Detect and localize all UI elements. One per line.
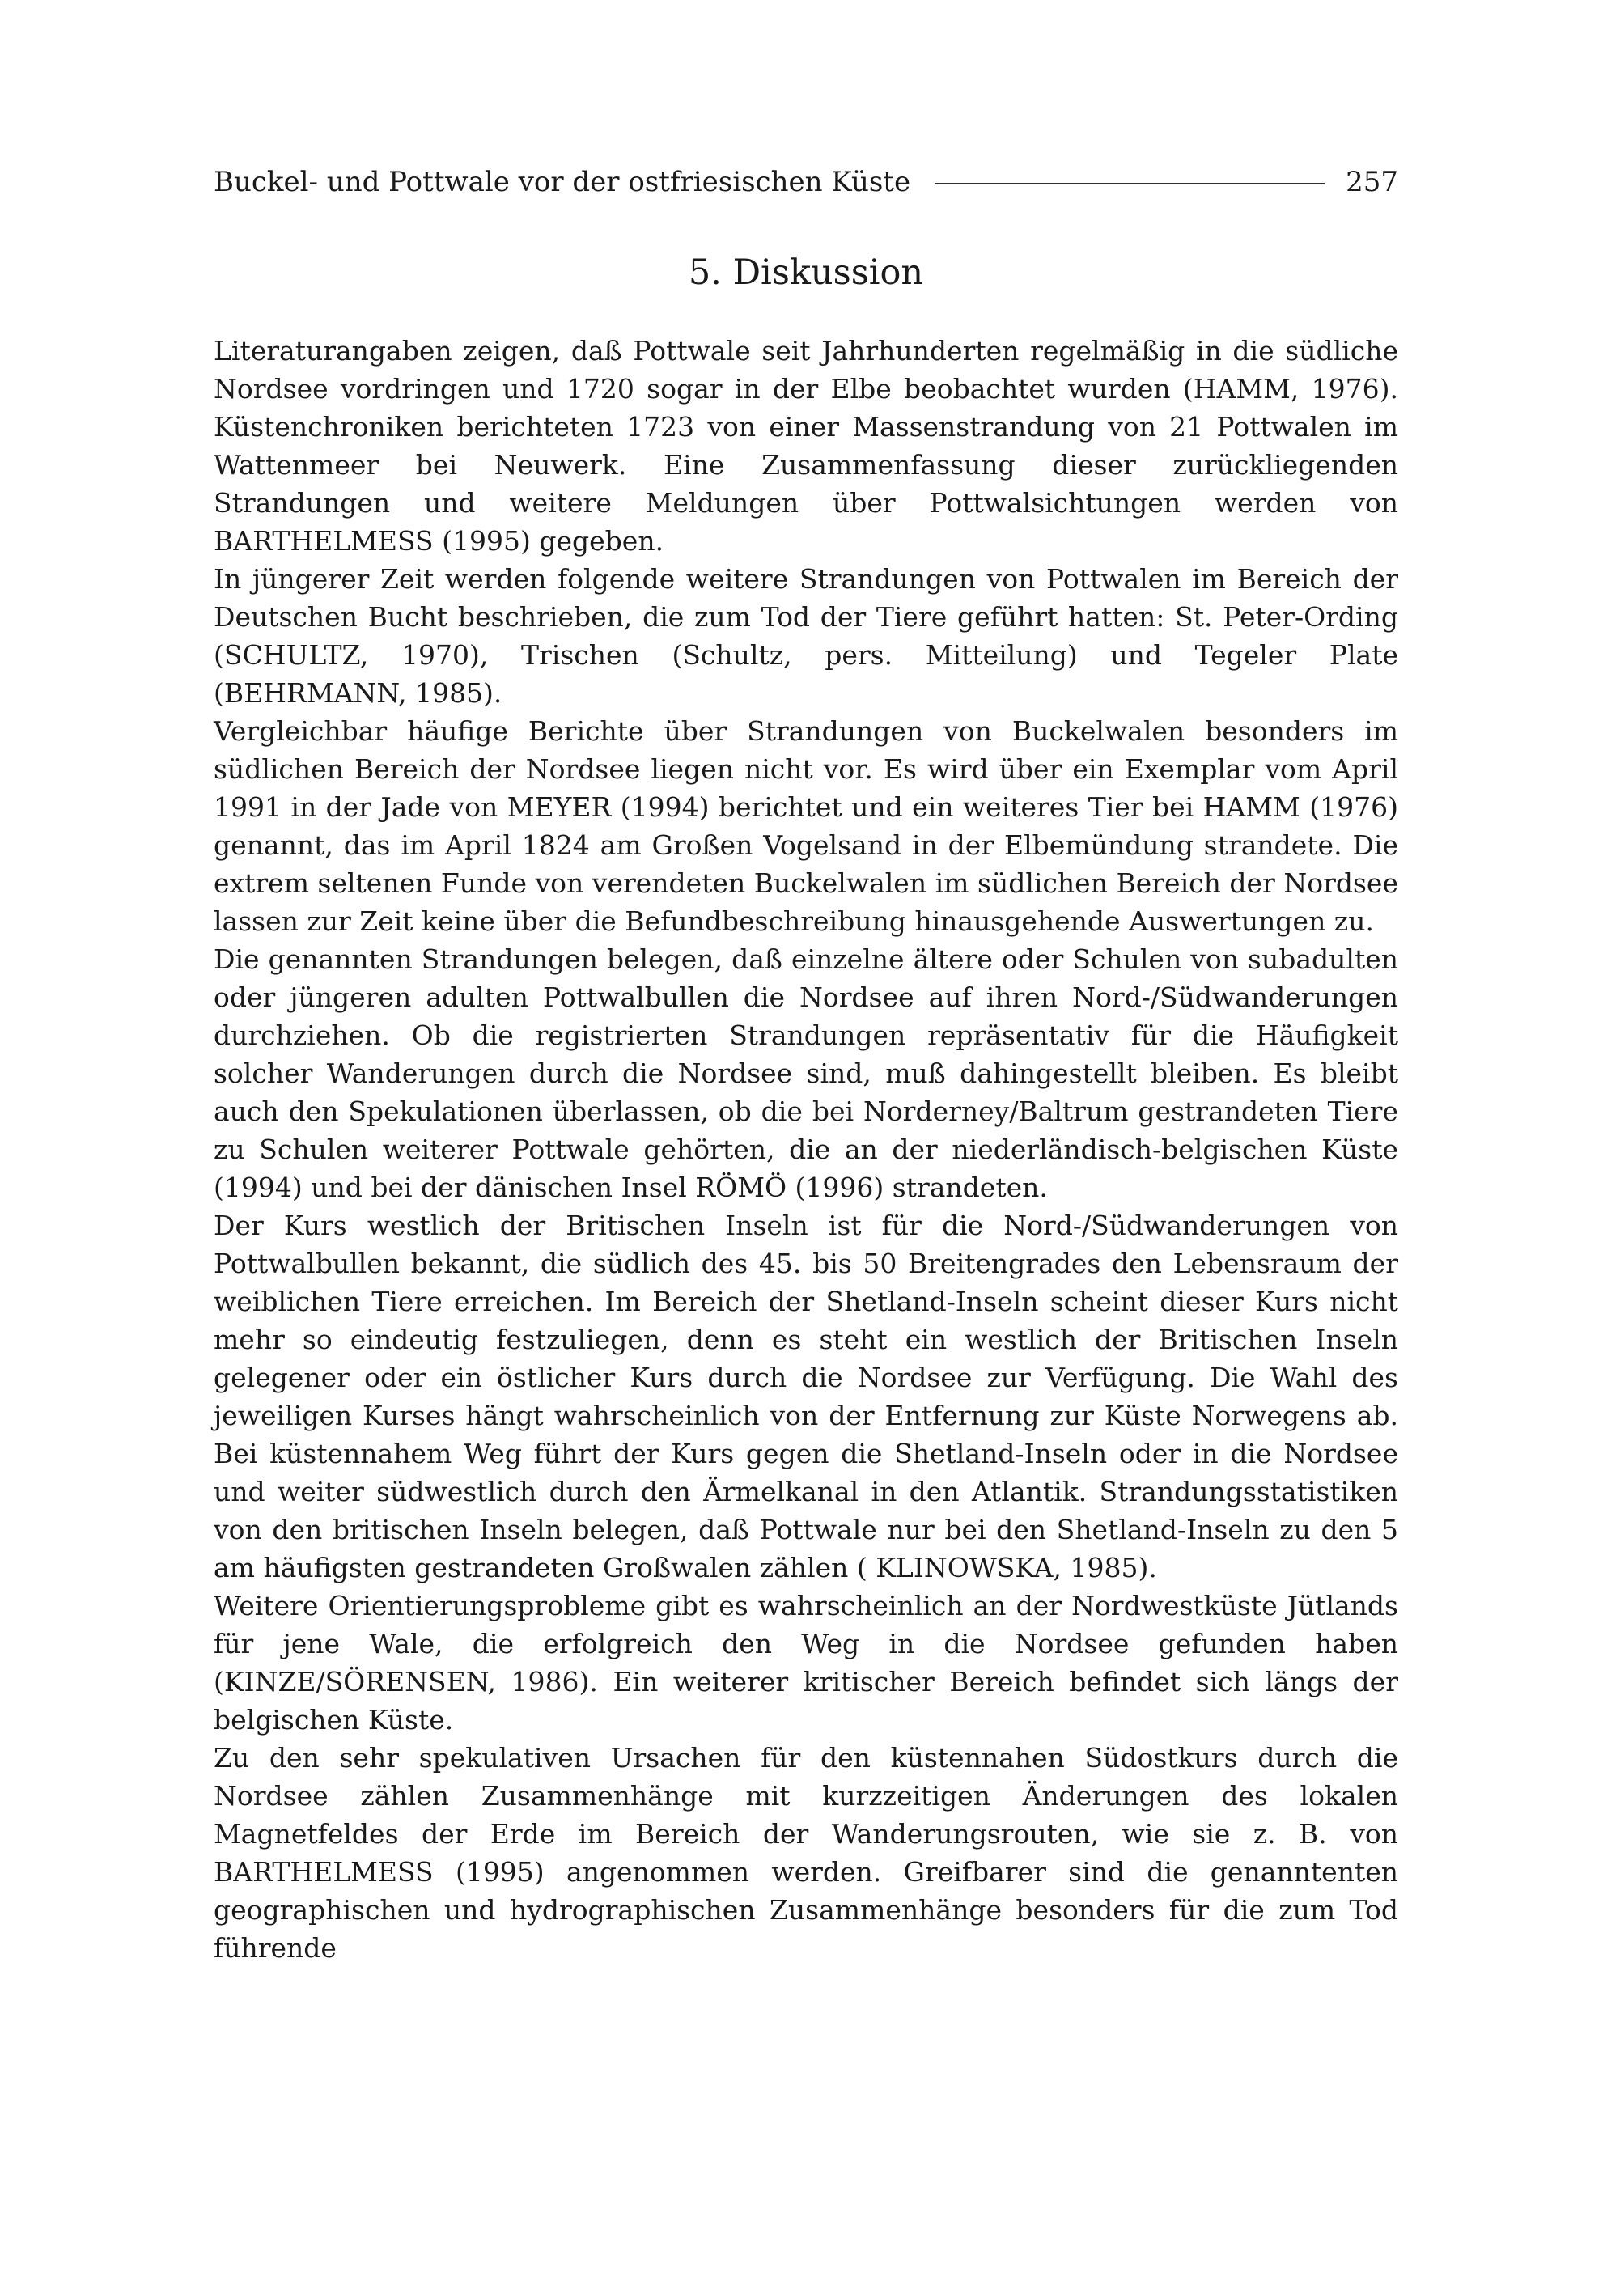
- page-number: 257: [1346, 166, 1398, 198]
- paragraph: In jüngerer Zeit werden folgende weitere Strandungen von Pottwalen im Bereich der Deutschen Bucht beschrieben, die zum Tod der Tiere geführt hatten: St. Peter-Ording (SCHULTZ, 1970), Trischen (Schultz, pers. Mitteilung) und Tegeler Plate (BEHRMANN, 1985).: [214, 562, 1398, 709]
- body-text: [214, 332, 1398, 1967]
- paragraph: Vergleichbar häufige Berichte über Strandungen von Buckelwalen besonders im südlichen Bereich der Nordsee liegen nicht vor. Es wird über ein Exemplar vom April 1991 in der Jade von MEYER (1994) berichtet und ein weiteres Tier bei HAMM (1976) genannt, das im April 1824 am Großen Vogelsand in der Elbemündung strandete. Die extrem seltenen Funde von verendeten Buckelwalen im südlichen Bereich der Nordsee lassen zur Zeit keine über die Befundbeschreibung hinausgehende Auswertungen zu.: [214, 714, 1398, 937]
- page: [214, 154, 1398, 1967]
- paragraph: Weitere Orientierungsprobleme gibt es wahrscheinlich an der Nordwestküste Jütlands für jene Wale, die erfolgreich den Weg in die Nordsee gefunden haben (KINZE/SÖRENSEN, 1986). Ein weiterer kritischer Bereich befindet sich längs der belgischen Küste.: [214, 1589, 1398, 1736]
- paragraph: Zu den sehr spekulativen Ursachen für den küstennahen Südostkurs durch die Nordsee zählen Zusammenhänge mit kurzzeitigen Änderungen des lokalen Magnetfeldes der Erde im Bereich der Wanderungsrouten, wie sie z. B. von BARTHELMESS (1995) angenommen werden. Greifbarer sind die genanntenten geographischen und hydrographischen Zusammenhänge besonders für die zum Tod führende: [214, 1741, 1398, 1964]
- paragraph: Die genannten Strandungen belegen, daß einzelne ältere oder Schulen von subadulten oder jüngeren adulten Pottwalbullen die Nordsee auf ihren Nord-/Südwanderungen durchziehen. Ob die registrierten Strandungen repräsentativ für die Häufigkeit solcher Wanderungen durch die Nordsee sind, muß dahingestellt bleiben. Es bleibt auch den Spekulationen überlassen, ob die bei Norderney/Baltrum gestrandeten Tiere zu Schulen weiterer Pottwale gehörten, die an der niederländisch-belgischen Küste (1994) und bei der dänischen Insel RÖMÖ (1996) strandeten.: [214, 943, 1398, 1203]
- paragraph: Literaturangaben zeigen, daß Pottwale seit Jahrhunderten regelmäßig in die südliche Nordsee vordringen und 1720 sogar in der Elbe beobachtet wurden (HAMM, 1976). Küstenchroniken berichteten 1723 von einer Massenstrandung von 21 Pottwalen im Wattenmeer bei Neuwerk. Eine Zusammenfassung dieser zurückliegenden Strandungen und weitere Meldungen über Pottwalsichtungen werden von BARTHELMESS (1995) gegeben.: [214, 334, 1398, 557]
- running-head-title: Buckel- und Pottwale vor der ostfriesischen Küste: [214, 166, 911, 198]
- section-heading: 5. Diskussion: [688, 252, 924, 293]
- paragraph: Der Kurs westlich der Britischen Inseln ist für die Nord-/Südwanderungen von Pottwalbullen bekannt, die südlich des 45. bis 50 Breitengrades den Lebensraum der weiblichen Tiere erreichen. Im Bereich der Shetland-Inseln scheint dieser Kurs nicht mehr so eindeutig festzuliegen, denn es steht ein westlich der Britischen Inseln gelegener oder ein östlicher Kurs durch die Nordsee zur Verfügung. Die Wahl des jeweiligen Kurses hängt wahrscheinlich von der Entfernung zur Küste Norwegens ab. Bei küstennahem Weg führt der Kurs gegen die Shetland-Inseln oder in die Nordsee und weiter südwestlich durch den Ärmelkanal in den Atlantik. Strandungsstatistiken von den britischen Inseln belegen, daß Pottwale nur bei den Shetland-Inseln zu den 5 am häufigsten gestrandeten Großwalen zählen ( KLINOWSKA, 1985).: [214, 1209, 1398, 1583]
- running-head-rule: [935, 183, 1325, 184]
- running-head: [214, 154, 1398, 210]
